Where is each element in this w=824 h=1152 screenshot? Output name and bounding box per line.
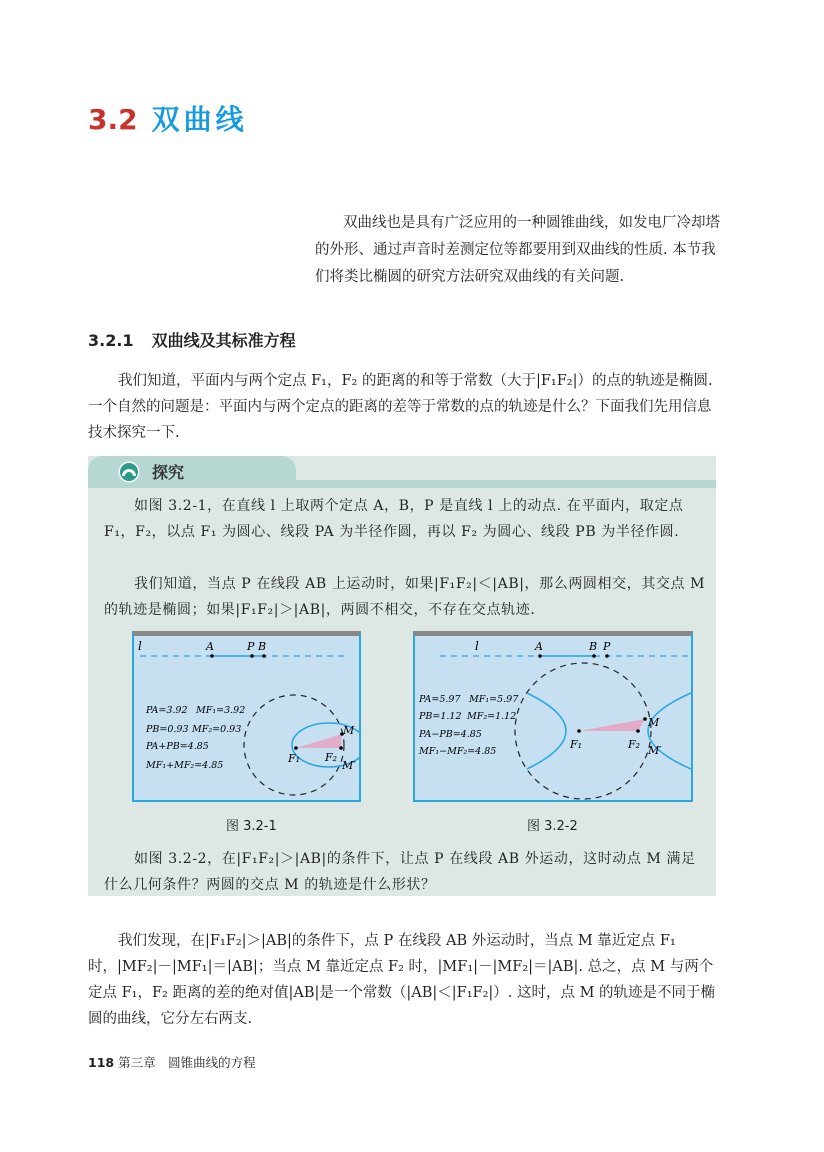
label-p: P <box>603 640 611 653</box>
subsection-title: 双曲线及其标准方程 <box>151 331 296 350</box>
label-f1: F₁ <box>570 738 583 751</box>
explore-paragraph-3: 如图 3.2-2，在|F₁F₂|＞|AB|的条件下，让点 P 在线段 AB 外运动，这时动点 M 满足什么几何条件？两圆的交点 M 的轨迹是什么形状？ <box>104 851 696 893</box>
figure-caption-2: 图 3.2-2 <box>527 819 578 834</box>
intro-paragraph: 双曲线也是具有广泛应用的一种圆锥曲线，如发电厂冷却塔的外形、通过声音时差测定位等都要用到双曲线的性质. 本节我们将类比椭圆的研究方法研究双曲线的有关问题. <box>315 215 720 285</box>
label-p: P <box>247 640 255 653</box>
label-l: l <box>138 639 142 653</box>
explore-paragraph-1: 如图 3.2-1，在直线 l 上取两个定点 A，B，P 是直线 l 上的动点. 在平面内，取定点 F₁，F₂，以点 F₁ 为圆心、线段 PA 为半径作圆，再以 F₂ 为圆心、线段 PB 为半径作圆. <box>104 498 684 540</box>
explore-label: 探究 <box>152 463 185 482</box>
figure-3-2-2 <box>413 631 693 802</box>
subsection-heading <box>88 328 314 351</box>
subsection-number: 3.2.1 <box>88 331 134 350</box>
section-title <box>88 98 248 138</box>
label-b: B <box>589 640 598 653</box>
explore-paragraph-2: 我们知道，当点 P 在线段 AB 上运动时，如果|F₁F₂|＜|AB|，那么两圆相交，其交点 M 的轨迹是椭圆；如果|F₁F₂|＞|AB|，两圆不相交，不存在交点轨迹. <box>104 576 706 618</box>
label-m-prime: M′ <box>342 759 356 772</box>
section-name: 双曲线 <box>151 103 248 136</box>
label-a: A <box>206 640 214 653</box>
explore-icon <box>118 461 140 483</box>
chapter-title: 第三章 圆锥曲线的方程 <box>118 1055 256 1070</box>
readout: PA+PB=4.85 <box>146 741 209 752</box>
hyperbola-diagram <box>415 636 691 800</box>
label-f2: F₂ <box>325 751 338 764</box>
ellipse-diagram <box>134 636 359 800</box>
label-m: M <box>343 724 355 737</box>
readout: PA=3.92 <box>146 705 188 716</box>
label-m: M <box>648 716 660 729</box>
label-l: l <box>475 639 479 653</box>
hyperbola-left-branch <box>527 693 566 769</box>
label-m-prime: M′ <box>648 744 662 757</box>
label-f2: F₂ <box>628 738 641 751</box>
page-number: 118 <box>88 1055 115 1070</box>
hyperbola-right-branch <box>648 693 691 769</box>
readout: PB=0.93 <box>146 724 189 735</box>
paragraph-2: 我们发现，在|F₁F₂|＞|AB|的条件下，点 P 在线段 AB 外运动时，当点 M 靠近定点 F₁ 时，|MF₂|－|MF₁|＝|AB|；当点 M 靠近定点 F₂ 时，|MF₁|－|MF₂|＝|AB|. 总之，点 M 与两个定点 F₁，F₂ 距离的差的绝对值|AB|是一个常数（|AB|＜|F₁F₂|）. 这时，点 M 的轨迹是不同于椭圆的曲线，它分左右两支. <box>88 933 716 1027</box>
readout: PA=5.97 <box>419 694 461 705</box>
section-number: 3.2 <box>88 103 138 136</box>
readout: PA−PB=4.85 <box>419 729 482 740</box>
readout: MF₁=3.92 <box>196 705 246 716</box>
label-a: A <box>535 640 543 653</box>
label-f1: F₁ <box>288 752 301 765</box>
readout: MF₁−MF₂=4.85 <box>419 746 497 757</box>
label-b: B <box>258 640 267 653</box>
paragraph-1: 我们知道，平面内与两个定点 F₁，F₂ 的距离的和等于常数（大于|F₁F₂|）的点的轨迹是椭圆. 一个自然的问题是：平面内与两个定点的距离的差等于常数的点的轨迹是什么？下面我们先用信息技术探究一下. <box>88 373 713 441</box>
readout: PB=1.12 <box>419 711 462 722</box>
readout: MF₂=0.93 <box>192 724 242 735</box>
readout: MF₁+MF₂=4.85 <box>146 760 224 771</box>
figure-caption-1: 图 3.2-1 <box>226 819 277 834</box>
readout: MF₂=1.12 <box>467 711 517 722</box>
page-footer <box>88 1053 256 1071</box>
figure-3-2-1 <box>132 631 361 802</box>
readout: MF₁=5.97 <box>469 694 519 705</box>
